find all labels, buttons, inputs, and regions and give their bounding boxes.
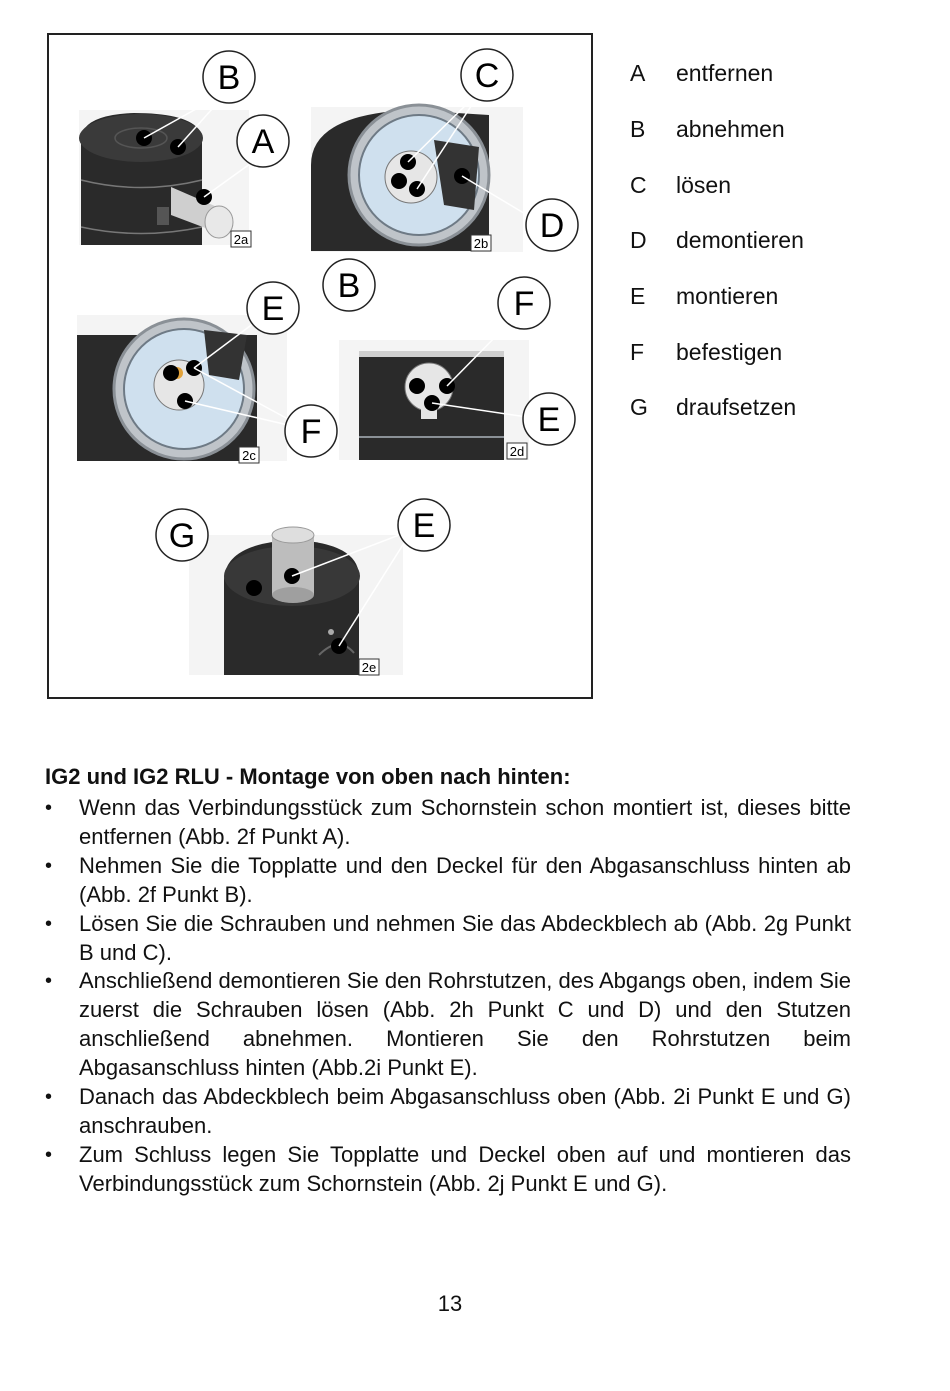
legend-text: befestigen — [676, 338, 783, 365]
callout-e-2d: E — [537, 401, 561, 439]
callout-g-2e: G — [168, 517, 196, 555]
legend-letter: G — [630, 394, 648, 421]
legend-text: draufsetzen — [676, 394, 797, 421]
callout-e-2e: E — [412, 507, 436, 545]
panel-tag-2e: 2e — [361, 660, 377, 675]
callout-c-2b: C — [474, 57, 500, 95]
legend-text: abnehmen — [676, 116, 785, 143]
legend-letter: E — [630, 283, 646, 310]
panel-tag-2b: 2b — [473, 236, 489, 251]
legend-letter: F — [630, 338, 645, 365]
instruction-list — [45, 794, 851, 1199]
list-item: • Lösen Sie die Schrauben und nehmen Sie das Abdeckblech ab (Abb. 2g Punkt B und C). — [45, 910, 851, 968]
callout-e-2c: E — [261, 290, 285, 328]
legend-row-d — [630, 213, 930, 269]
panel-tag-2c: 2c — [242, 448, 256, 463]
page-number: 13 — [437, 1291, 463, 1316]
legend-row-f — [630, 324, 930, 380]
legend-letter: D — [630, 227, 647, 254]
legend-letter: A — [630, 60, 646, 87]
assembly-figure — [47, 33, 593, 699]
list-item: • Wenn das Verbindungsstück zum Schornstein schon montiert ist, dieses bitte entfernen (Abb. 2f Punkt A). — [45, 794, 851, 852]
list-item: • Anschließend demontieren Sie den Rohrstutzen, des Abgangs oben, indem Sie zuerst die Schrauben lösen (Abb. 2h Punkt C und D) und den Stutzen anschließend abnehmen. Montieren Sie den Rohrstutzen beim Abgasanschluss hinten (Abb.2i Punkt E). — [45, 967, 851, 1083]
legend-text: demontieren — [676, 227, 804, 254]
legend-text: lösen — [676, 171, 731, 198]
legend-letter: B — [630, 116, 646, 143]
section-title: IG2 und IG2 RLU - Montage von oben nach hinten: — [45, 764, 571, 789]
legend-letter: C — [630, 171, 647, 198]
panel-2d — [339, 325, 529, 460]
legend-text: montieren — [676, 283, 779, 310]
callout-b-2d: B — [337, 267, 361, 305]
list-item: • Zum Schluss legen Sie Topplatte und Deckel oben auf und montieren das Verbindungsstück zum Schornstein (Abb. 2j Punkt E und G). — [45, 1141, 851, 1199]
assembly-illustration — [49, 35, 591, 697]
panel-2e — [189, 527, 411, 675]
legend-row-g — [630, 380, 930, 436]
panel-tag-2d: 2d — [509, 444, 525, 459]
panel-2b — [311, 97, 527, 252]
legend-row-e — [630, 269, 930, 325]
panel-tag-2a: 2a — [233, 232, 249, 247]
callout-f-2d: F — [513, 285, 535, 323]
legend-row-c — [630, 157, 930, 213]
callout-a-2a: A — [251, 123, 275, 161]
callout-legend — [630, 46, 930, 436]
legend-row-b — [630, 102, 930, 158]
list-item: • Nehmen Sie die Topplatte und den Deckel für den Abgasanschluss hinten ab (Abb. 2f Punkt B). — [45, 852, 851, 910]
legend-text: entfernen — [676, 60, 774, 87]
panel-2c — [77, 315, 301, 461]
legend-row-a — [630, 46, 930, 102]
panel-2a — [79, 99, 254, 245]
callout-f-2c: F — [300, 413, 322, 451]
list-item: • Danach das Abdeckblech beim Abgasanschluss oben (Abb. 2i Punkt E und G) anschrauben. — [45, 1083, 851, 1141]
callout-b-2a: B — [217, 59, 241, 97]
callout-d-2b: D — [539, 207, 565, 245]
